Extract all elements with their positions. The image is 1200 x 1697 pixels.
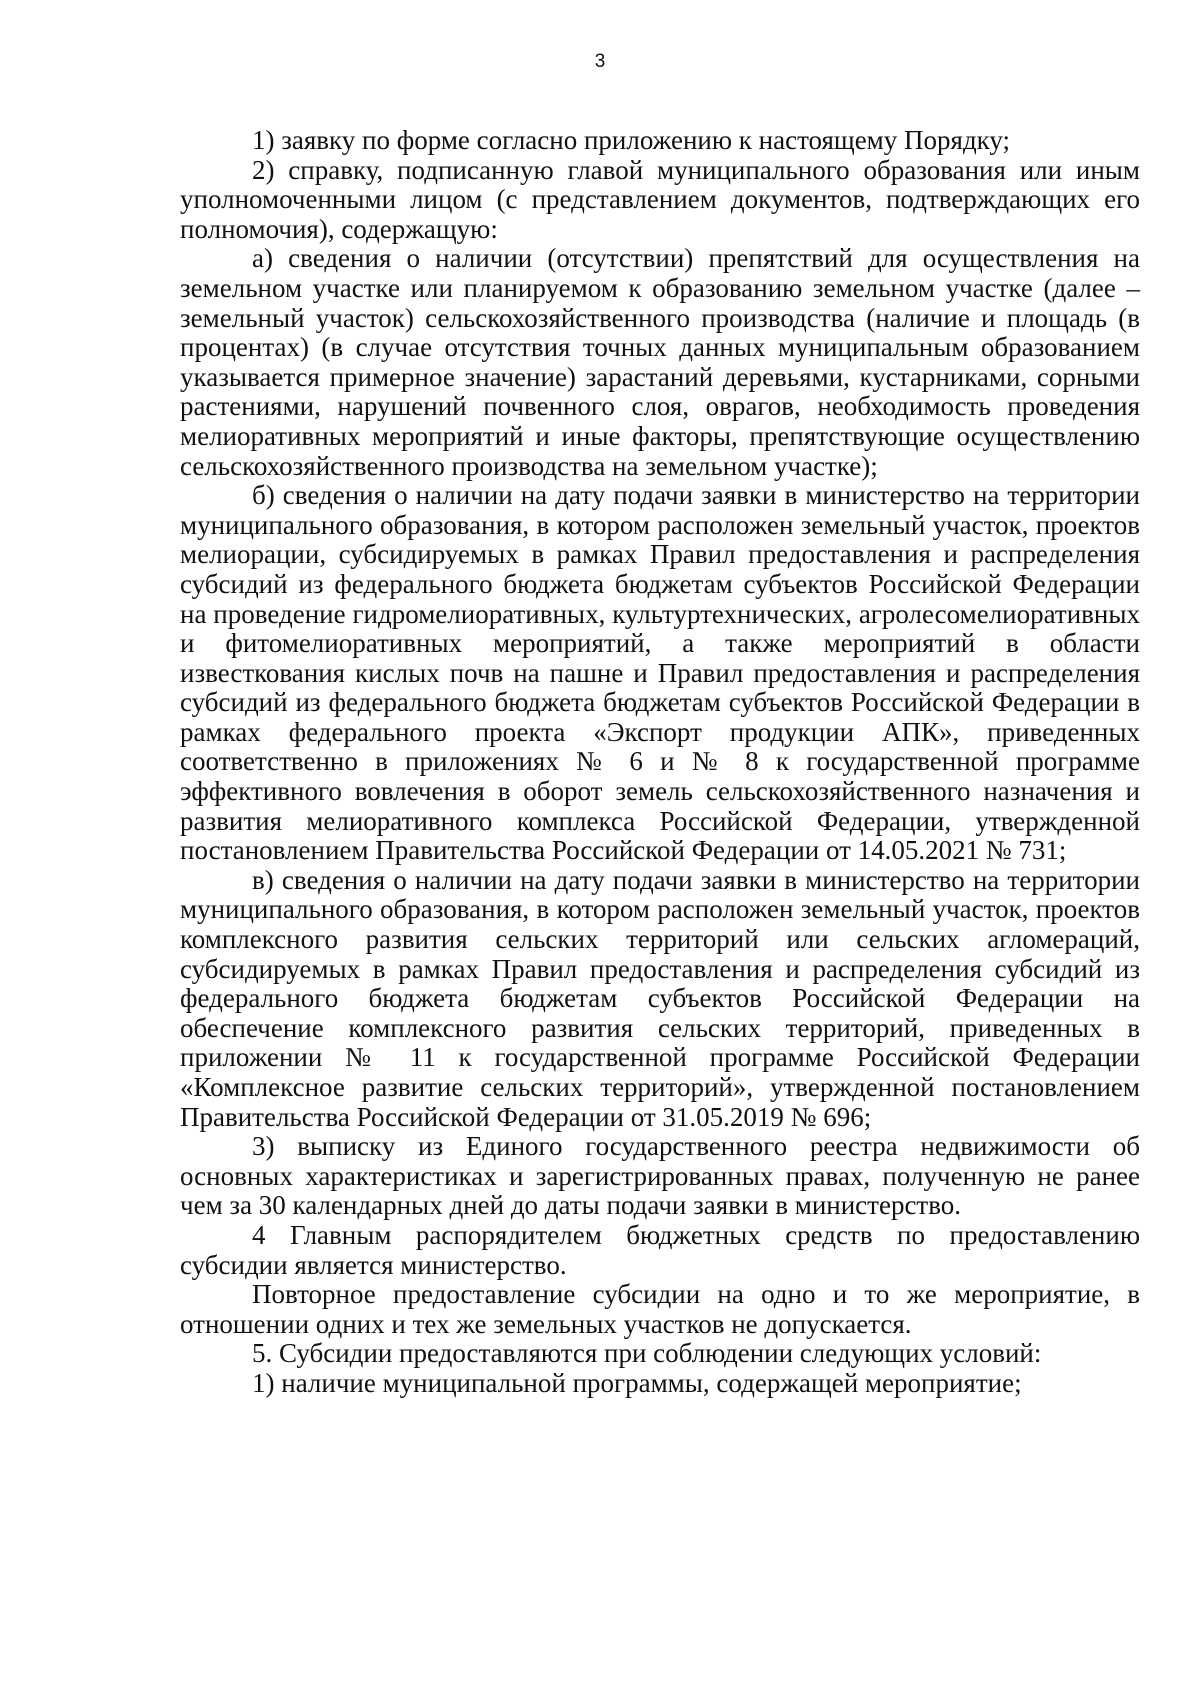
document-body [180, 126, 1140, 1399]
paragraph-item-2-certificate: 2) справку, подписанную главой муниципального образования или иным уполномоченными лицом (с представлением документов, подтверждающих его полномочия), содержащую: [180, 154, 1140, 244]
paragraph-subitem-v-rural-development-projects: в) сведения о наличии на дату подачи заявки в министерство на территории муниципального образования, в котором расположен земельный участок, проектов комплексного развития сельских территорий или сельских агломераций, субсидируемых в рамках Правил предоставления и распределения субсидий из федерального бюджета бюджетам субъектов Российской Федерации на обеспечение комплексного развития сельских территорий, приведенных в приложении № 11 к государственной программе Российской Федерации «Комплексное развитие сельских территорий», утвержденной постановлением Правительства Российской Федерации от 31.05.2019 № 696; [180, 864, 1140, 1132]
page-number: 3 [594, 51, 606, 72]
paragraph-item-3-registry-extract: 3) выписку из Единого государственного реестра недвижимости об основных характеристиках и зарегистрированных правах, полученную не ранее чем за 30 календарных дней до даты подачи заявки в министерство. [180, 1131, 1140, 1221]
paragraph-subitem-a-obstacles: а) сведения о наличии (отсутствии) препятствий для осуществления на земельном участке или планируемом к образованию земельном участке (далее – земельный участок) сельскохозяйственного производства (наличие и площадь (в процентах) (в случае отсутствия точных данных муниципальным образованием указывается примерное значение) зарастаний деревьями, кустарниками, сорными растениями, нарушений почвенного слоя, оврагов, необходимость проведения мелиоративных мероприятий и иные факторы, препятствующие осуществлению сельскохозяйственного производства на земельном участке); [180, 243, 1140, 481]
paragraph-item-5-conditions: 5. Субсидии предоставляются при соблюдении следующих условий: [252, 1338, 1042, 1369]
paragraph-item-4-main-manager: 4 Главным распорядителем бюджетных средств по предоставлению субсидии является министерство. [180, 1219, 1140, 1280]
paragraph-item-1-application-form: 1) заявку по форме согласно приложению к настоящему Порядку; [252, 125, 1011, 155]
paragraph-repeat-subsidy-prohibited: Повторное предоставление субсидии на одно и то же мероприятие, в отношении одних и тех же земельных участков не допускается. [180, 1279, 1140, 1339]
paragraph-condition-1-municipal-program: 1) наличие муниципальной программы, содержащей мероприятие; [252, 1367, 1022, 1398]
paragraph-subitem-b-melioration-projects: б) сведения о наличии на дату подачи заявки в министерство на территории муниципального образования, в котором расположен земельный участок, проектов мелиорации, субсидируемых в рамках Правил предоставления и распределения субсидий из федерального бюджета бюджетам субъектов Российской Федерации на проведение гидромелиоративных, культуртехнических, агролесомелиоративных и фитомелиоративных мероприятий, а также мероприятий в области известкования кислых почв на пашне и Правил предоставления и распределения субсидий из федерального бюджета бюджетам субъектов Российской Федерации в рамках федерального проекта «Экспорт продукции АПК», приведенных соответственно в приложениях № 6 и № 8 к государственной программе эффективного вовлечения в оборот земель сельскохозяйственного назначения и развития мелиоративного комплекса Российской Федерации, утвержденной постановлением Правительства Российской Федерации от 14.05.2021 № 731; [180, 480, 1140, 866]
